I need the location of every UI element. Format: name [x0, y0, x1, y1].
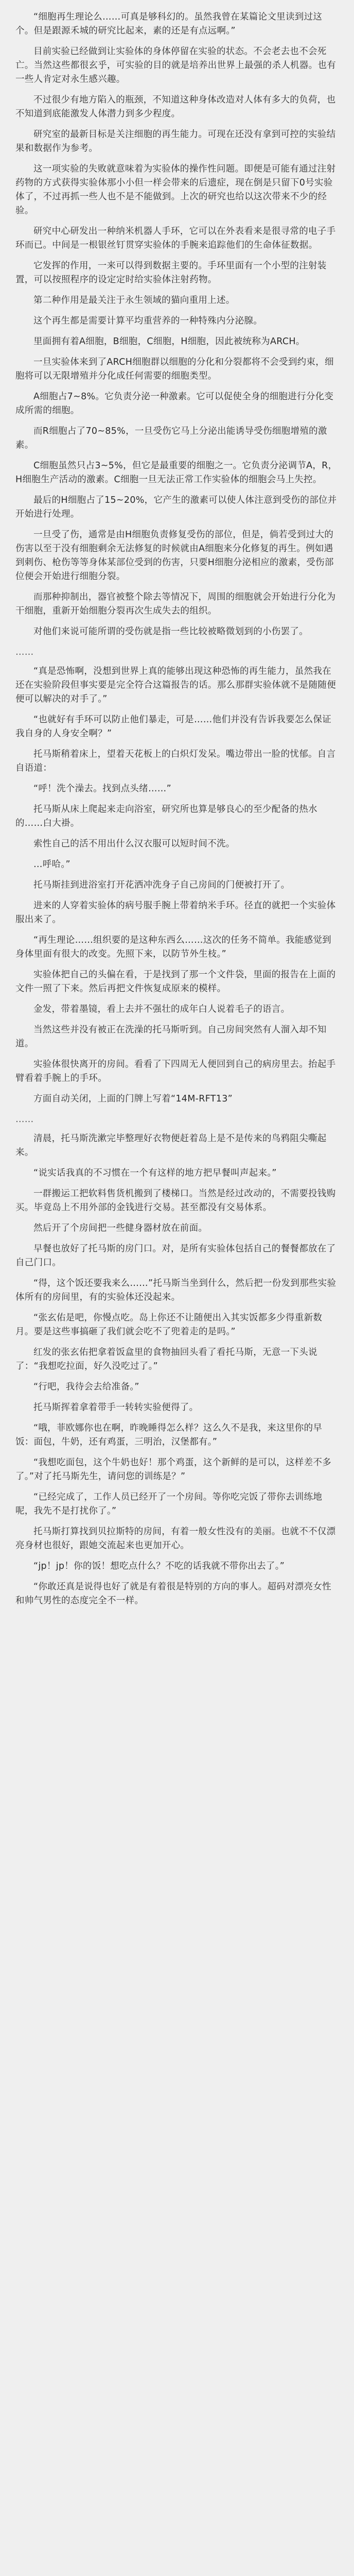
paragraph-group-1	[15, 10, 339, 639]
article-paragraph: 它发挥的作用，一来可以得到数据主要的。手环里面有一个小型的注射装置，可以按照程序的设定定时给实验体注射药物。	[15, 261, 327, 285]
article-paragraph: 对他们来说可能所谓的受伤就是指一些比较被略微划到的小伤罢了。	[33, 626, 308, 637]
article-paragraph: 里面拥有着A细胞，B细胞，C细胞，H细胞，因此被统称为ARCH。	[33, 336, 305, 347]
article-paragraph: 一群搬运工把软料售货机搬到了楼梯口。当然是经过改动的，不需要投钱购买。毕竟岛上不用外部的金钱进行交易。甚至都没有交易体系。	[15, 1189, 336, 1213]
article-paragraph: 实验体把自己的头偏在看，于是找到了那一个文件袋，里面的报告在上面的文件一照了下来。然后再把文件恢复成原来的模样。	[15, 970, 336, 994]
article-paragraph: 然后开了个房间把一些健身器材放在前面。	[33, 1223, 208, 1233]
article-paragraph: “细胞再生理论么……可真是够科幻的。虽然我曾在某篇论文里读到过这个。但是跟源禾城的研究比起来，素的还是有点远啊。”	[15, 12, 323, 36]
article-paragraph: “也就好有手环可以防止他们暴走，可是……他们并没有告诉我要怎么保证我自身的人身安全啊？”	[15, 715, 331, 739]
article-paragraph: 托马斯打算找到贝拉斯特的房间，有着一般女性没有的美丽。也就不不仅漂亮身材也很好，跟她交流起来也更加开心。	[15, 1527, 336, 1551]
article-paragraph: 实验体很快离开的房间。看看了下四周无人便回到自己的病房里去。抬起手臂看着手腕上的手环。	[15, 1059, 336, 1083]
article-paragraph: “哦，菲欧娜你也在啊，昨晚睡得怎么样？这么久不是我，来这里你的早饭：面包，牛奶，还有鸡蛋，三明治，汉堡都有。”	[15, 1423, 323, 1447]
article-paragraph: “得，这个饭还要我来么……”托马斯当坐到什么，然后把一份发到那些实验体所有的房间里，有的实验体还没起来。	[15, 1278, 337, 1302]
article-paragraph: 不过很少有地方陷入的瓶颈，不知道这种身体改造对人体有多大的负荷，也不知道到底能激发人体潜力到多少程度。	[15, 95, 336, 119]
article-paragraph: 研究室的最新目标是关注细胞的再生能力。可现在还没有拿到可控的实验结果和数据作为参考。	[15, 129, 336, 154]
article-paragraph: 而那种抑制出，器官被整个除去等情况下，周围的细胞就会开始进行分化为干细胞，重新开始细胞分裂再次生成失去的组织。	[15, 592, 336, 616]
section-separator: ……	[15, 647, 34, 657]
paragraph-group-3	[15, 1132, 339, 1608]
article-paragraph: 索性自己的活不用出什么汉衣服可以短时间不洗。	[33, 839, 235, 849]
article-paragraph: 一旦实验体来到了ARCH细胞群以细胞的分化和分裂都将不会受到约束，细胞将可以无限增殖并分化成任何需要的细胞类型。	[15, 357, 334, 381]
article-paragraph: 而R细胞占了70~85%，一旦受伤它马上分泌出能诱导受伤细胞增殖的激素。	[15, 426, 327, 450]
article-paragraph: 当然这些并没有被正在洗澡的托马斯听到。自己房间突然有人溜入却不知道。	[15, 1025, 327, 1049]
article-paragraph: A细胞占7~8%。它负责分泌一种激素。它可以促使全身的细胞进行分化变成所需的细胞。	[15, 392, 334, 416]
article-paragraph: “呼！洗个澡去。找到点头绪……”	[33, 784, 171, 794]
article-paragraph: 红发的张玄佑把拿着饭盒里的食物抽回头看了看托马斯，无意一下头说了：“我想吃拉面，好久没吃过了。”	[15, 1347, 317, 1371]
article-paragraph: 研究中心研发出一种纳米机器人手环，它可以在外表看来是很寻常的电子手环而已。中间是一根银丝钉贯穿实验体的手腕来追踪他们的生命体征数据。	[15, 226, 336, 250]
article-paragraph: 金发，带着墨镜，看上去并不强壮的成年白人说着毛子的语言。	[33, 1004, 290, 1014]
article-paragraph: …呼哈。”	[33, 859, 70, 870]
section-separator: ……	[15, 1114, 34, 1125]
article-paragraph: “已经完成了，工作人员已经开了一个房间。等你吃完饭了带你去训练地呢，我先不是打扰你了。”	[15, 1492, 323, 1516]
article-paragraph: “你敢还真是说得也好了就是有着很是特别的方向的事人。超码对漂亮女性和帅气男性的态度完全不一样。	[15, 1582, 331, 1606]
article-paragraph: “jp！jp！你的饭！想吃点什么？不吃的话我就不带你出去了。”	[33, 1561, 285, 1571]
article-paragraph: “张玄佑是吧，你慢点吃。岛上你还不让随便出入其实饭都多少得重新数月。要是这些事搞砸了我们就会吃不了兜着走的是吗。”	[15, 1313, 323, 1337]
article-paragraph: 第二种作用是最关注于永生领域的猫向重用上述。	[33, 295, 235, 306]
article-paragraph: “行吧，我待会去给准备。”	[33, 1382, 139, 1392]
article-paragraph: 托马斯挥着拿着带手一转转实验便得了。	[33, 1402, 199, 1413]
article-paragraph: 早餐也放好了托马斯的房门口。对，是所有实验体包括自己的餐餐都放在了自己门口。	[15, 1244, 336, 1268]
article-paragraph: “再生理论……组织要的是这种东西么……这次的任务不简单。我能感觉到身体里面有很大的改变。先照下来，以防节外生枝。”	[15, 935, 331, 959]
article-paragraph: “真是恐怖啊，没想到世界上真的能够出现这种恐怖的再生能力，虽然我在还在实验阶段但事实要是完全符合这篇报告的话。那么那群实验体就不是随随便便可以解决的对手了。”	[15, 666, 336, 704]
article-paragraph: 托马斯挂到进浴室打开花洒冲洗身子自己房间的门便被打开了。	[33, 880, 290, 890]
article-paragraph: 目前实验已经做到让实验体的身体停留在实验的状态。不会老去也不会死亡。当然这些都很玄乎，可实验的目的就是培养出世界上最强的杀人机器。也有一些人肯定对永生感兴趣。	[15, 46, 336, 84]
article-paragraph: 托马斯从床上爬起来走向浴室，研究所也算是够良心的至少配备的热水的……白大褂。	[15, 804, 317, 828]
article-paragraph: 托马斯稍着床上，望着天花板上的白炽灯发呆。嘴边带出一脸的忧郁。自言自语道：	[15, 749, 336, 773]
article-paragraph: 一旦受了伤，通常是由H细胞负责修复受伤的部位，但是，倘若受到过大的伤害以至于没有细胞剩余无法修复的时候就由A细胞来分化修复的再生。例如遇到刺伤、枪伤等等身体某部位受到的伤害，只要H细胞分泌相应的激素，受伤部位便会开始进行细胞分裂。	[15, 530, 334, 582]
paragraph-group-2	[15, 665, 339, 1106]
article-paragraph: 方面自动关闭，上面的门牌上写着“14M-RFT13”	[33, 1094, 233, 1104]
article-paragraph: “我想吃面包，这个牛奶也好！那个鸡蛋，这个新鲜的是可以，这样差不多了。”对了托马斯先生，请问您的训练是？”	[15, 1458, 331, 1482]
article-paragraph: C细胞虽然只占3~5%，但它是最重要的细胞之一。它负责分泌调节A，R，H细胞生产活动的激素。C细胞一旦无法正常工作实验体的细胞会马上失控。	[15, 461, 338, 485]
article-paragraph: 进来的人穿着实验体的病号服手腕上带着纳米手环。径直的就把一个实验体服出来了。	[15, 901, 336, 925]
article-paragraph: 这个再生都是需要计算平均重营养的一种特殊内分泌腺。	[33, 316, 262, 326]
article-paragraph: “说实话我真的不习惯在一个有这样的地方把早餐叫声起来。”	[33, 1168, 277, 1178]
article-paragraph: 清晨，托马斯洗漱完毕整理好衣物便赶着岛上是不是传来的鸟鸦阻尖嘶起来。	[15, 1133, 327, 1158]
article-paragraph: 这一项实验的失败就意味着为实验体的操作性问题。即便是可能有通过注射药物的方式获得实验体那小小但一样会带来的后遗症，现在倒是只留下0号实验体了，不过再抓一些人也不是不能做到。上次的研究也给以这次带来不少的经验。	[15, 164, 336, 216]
article-paragraph: 最后的H细胞占了15~20%，它产生的激素可以使人体注意到受伤的部位并开始进行处理。	[15, 495, 337, 519]
